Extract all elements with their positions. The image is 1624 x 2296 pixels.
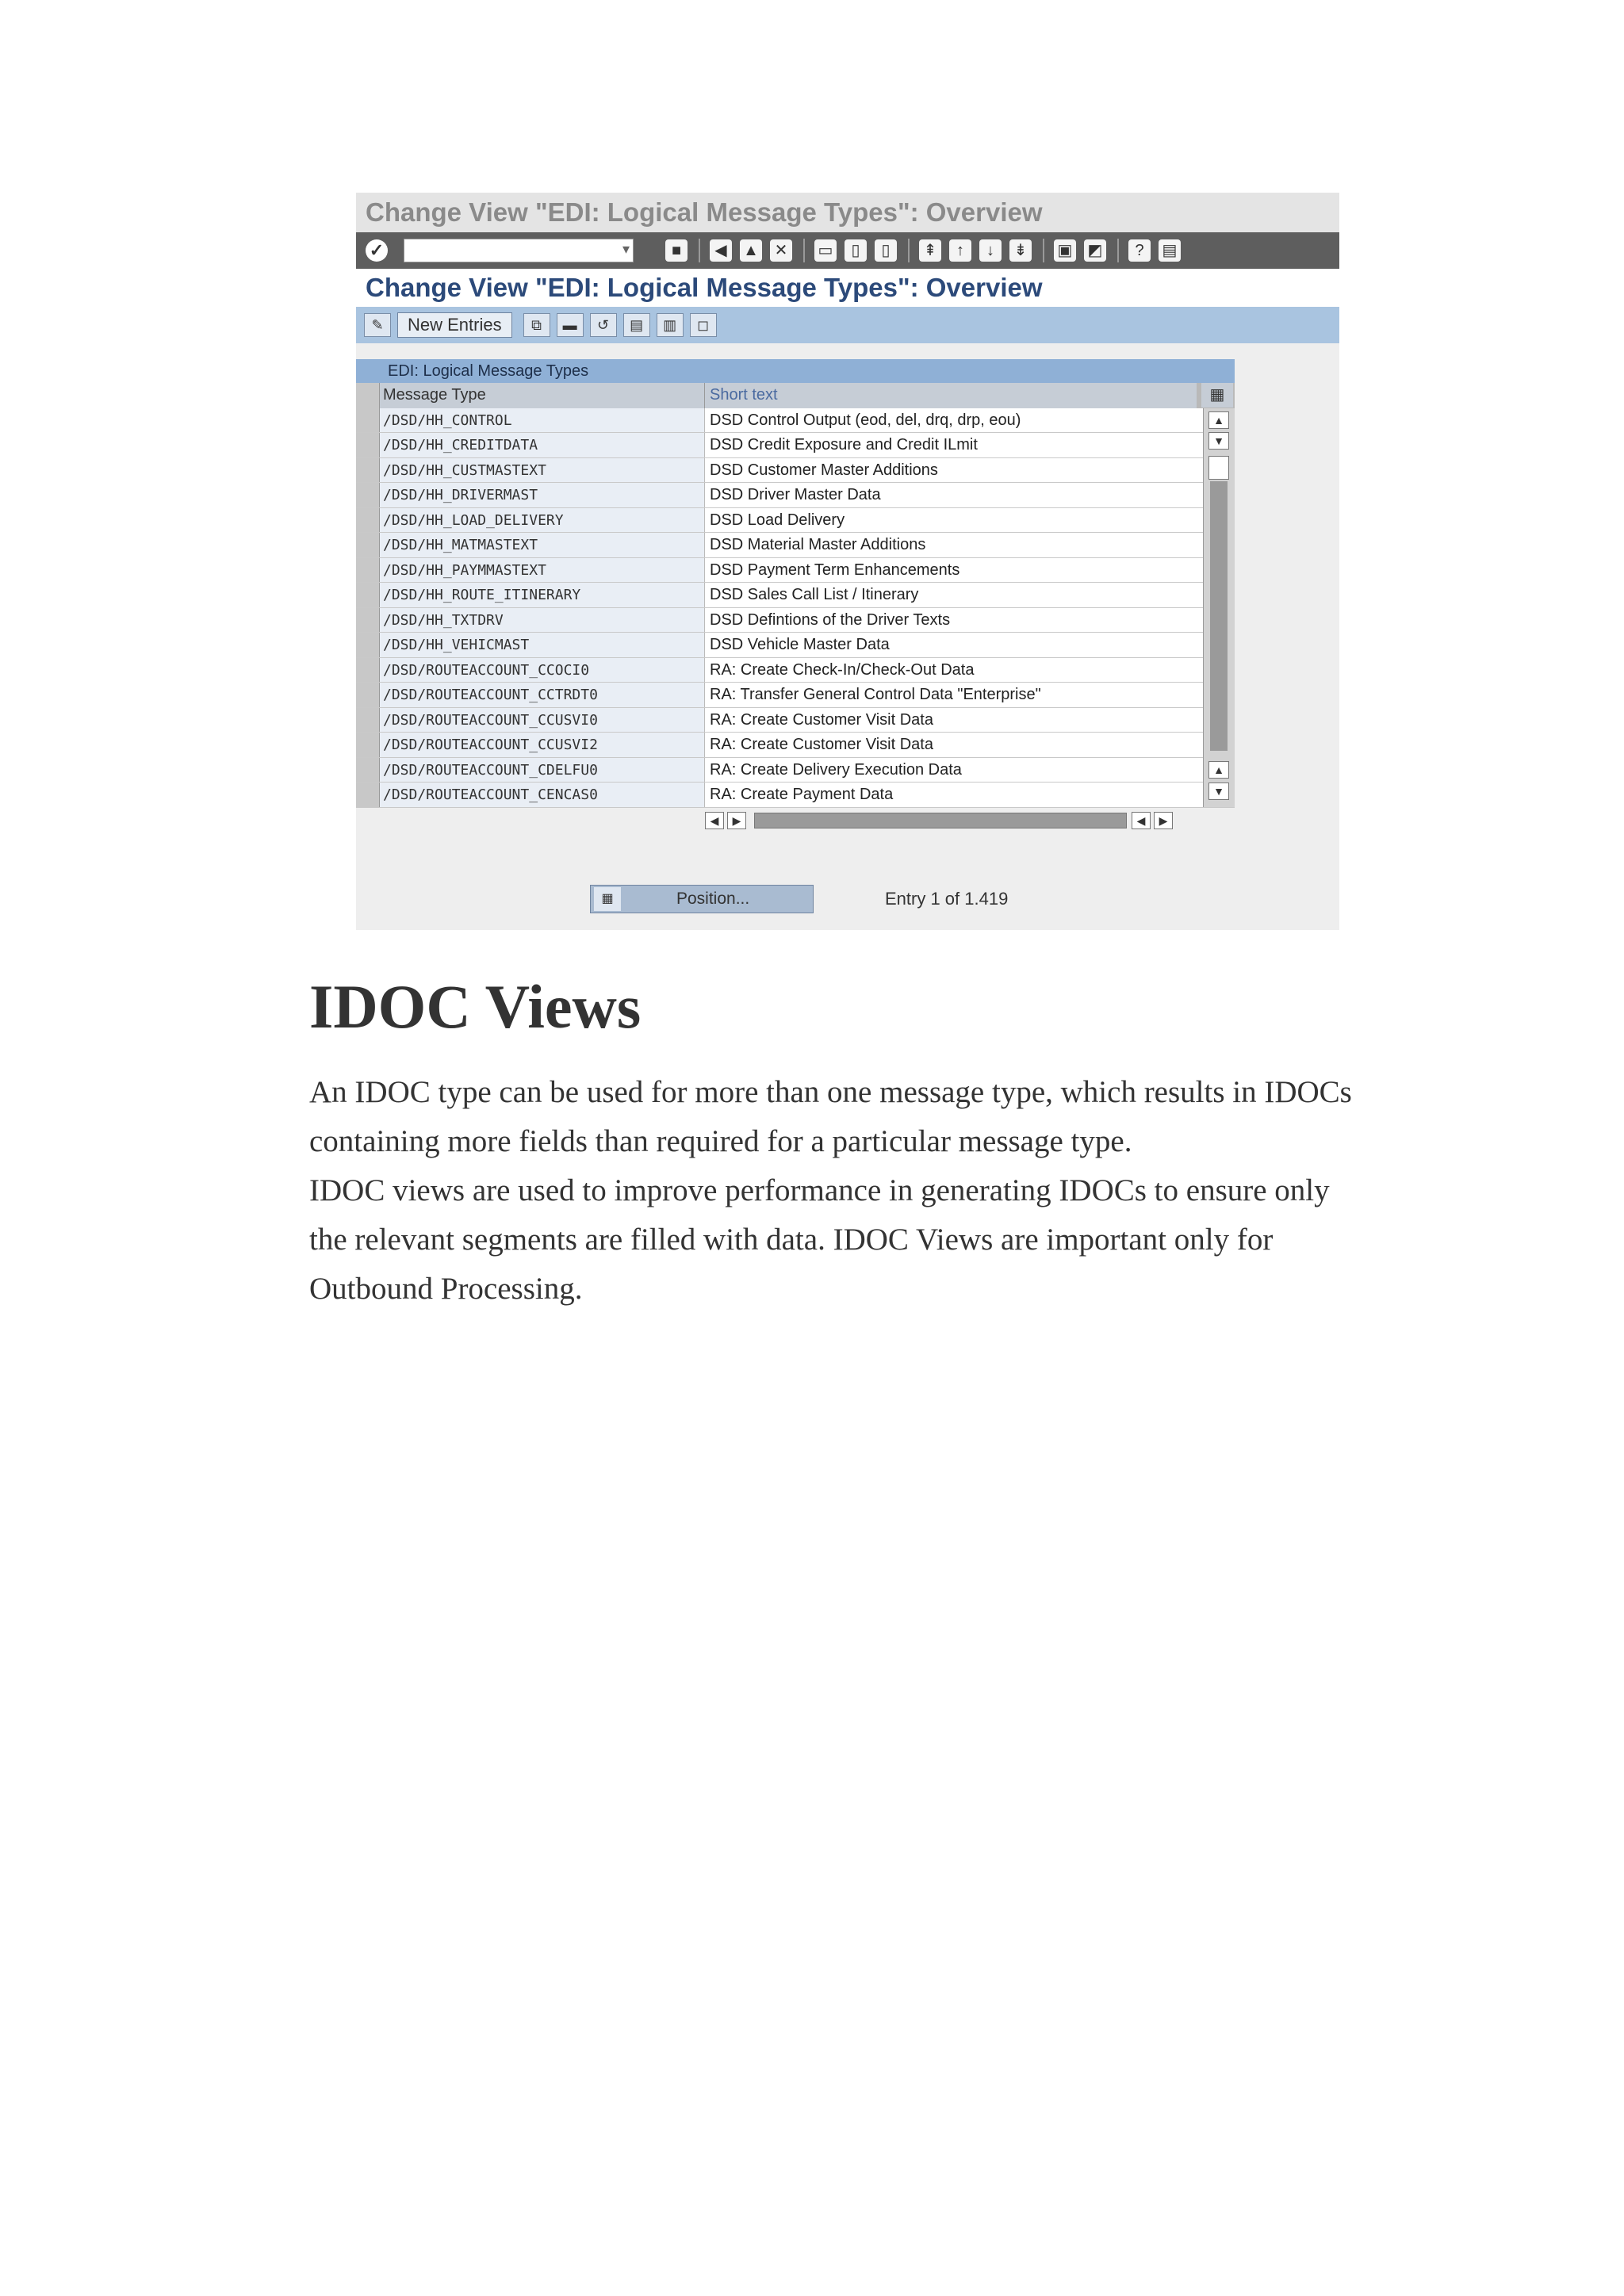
table-settings-icon[interactable]: ▦ [1201, 383, 1233, 408]
table-title: EDI: Logical Message Types [356, 359, 1235, 383]
table-row[interactable] [356, 433, 1235, 458]
message-type-cell[interactable]: /DSD/ROUTEACCOUNT_CCUSVI0 [380, 708, 705, 733]
table-footer [590, 885, 1008, 913]
copy-as-icon[interactable]: ⧉ [523, 313, 550, 337]
short-text-cell[interactable]: RA: Create Customer Visit Data [710, 736, 933, 753]
position-icon: ▦ [594, 887, 621, 911]
table-row[interactable] [356, 483, 1235, 508]
toolbar-separator [803, 239, 805, 262]
find-icon[interactable]: ▯ [845, 239, 867, 262]
row-selector[interactable] [356, 408, 380, 433]
table-row[interactable] [356, 658, 1235, 683]
dropdown-icon[interactable]: ▾ [622, 241, 630, 257]
message-type-cell[interactable]: /DSD/HH_LOAD_DELIVERY [380, 508, 705, 533]
table-row[interactable] [356, 708, 1235, 733]
select-all-icon[interactable]: ▤ [623, 313, 650, 337]
previous-page-icon[interactable]: ↑ [949, 239, 971, 262]
short-text-cell[interactable]: DSD Material Master Additions [710, 536, 926, 553]
message-type-cell[interactable]: /DSD/ROUTEACCOUNT_CCTRDT0 [380, 683, 705, 707]
table-row[interactable] [356, 733, 1235, 758]
scroll-track[interactable] [1210, 481, 1228, 751]
short-text-cell[interactable]: RA: Create Delivery Execution Data [710, 760, 962, 779]
paragraph: An IDOC type can be used for more than one message type, which results in IDOCs containing more fields than required for a particular message type. [309, 1075, 1352, 1158]
short-text-cell[interactable]: DSD Customer Master Additions [710, 461, 938, 479]
undo-change-icon[interactable]: ↺ [590, 313, 617, 337]
message-type-cell[interactable]: /DSD/HH_PAYMMASTEXT [380, 558, 705, 583]
short-text-cell[interactable]: DSD Credit Exposure and Credit ILmit [710, 436, 978, 453]
table-row[interactable] [356, 583, 1235, 608]
section-body [309, 1068, 1372, 1314]
table-row[interactable] [356, 558, 1235, 584]
scroll-left-end-icon[interactable]: ◀ [1132, 812, 1151, 829]
new-entries-button[interactable]: New Entries [397, 312, 512, 338]
next-page-icon[interactable]: ↓ [979, 239, 1002, 262]
table-row[interactable] [356, 508, 1235, 534]
standard-toolbar [356, 232, 1339, 269]
scroll-thumb[interactable] [1208, 456, 1229, 480]
table-row[interactable] [356, 533, 1235, 558]
row-selector[interactable] [356, 733, 380, 757]
message-type-cell[interactable]: /DSD/HH_TXTDRV [380, 608, 705, 633]
row-selector[interactable] [356, 583, 380, 607]
table-row[interactable] [356, 758, 1235, 783]
scroll-right-icon[interactable]: ▶ [727, 812, 746, 829]
column-header-short-text[interactable]: Short text [705, 383, 1197, 408]
table-row[interactable] [356, 633, 1235, 658]
horizontal-scrollbar[interactable] [705, 809, 1205, 832]
row-selector[interactable] [356, 458, 380, 483]
command-field[interactable] [404, 239, 634, 262]
scroll-up-icon[interactable]: ▲ [1208, 411, 1229, 429]
help-icon[interactable]: ? [1128, 239, 1151, 262]
entry-counter: Entry 1 of 1.419 [885, 889, 1009, 909]
window-title: Change View "EDI: Logical Message Types": Overview [356, 193, 1339, 232]
row-selector[interactable] [356, 758, 380, 783]
toolbar-separator [699, 239, 700, 262]
row-selector[interactable] [356, 608, 380, 633]
message-type-cell[interactable]: /DSD/HH_CUSTMASTEXT [380, 458, 705, 483]
message-type-cell[interactable]: /DSD/ROUTEACCOUNT_CENCAS0 [380, 783, 705, 807]
row-selector[interactable] [356, 483, 380, 507]
page-down-icon[interactable]: ▲ [1208, 761, 1229, 779]
shortcut-icon[interactable]: ◩ [1084, 239, 1106, 262]
toolbar-separator [1117, 239, 1119, 262]
row-selector[interactable] [356, 558, 380, 583]
row-selector[interactable] [356, 433, 380, 457]
layout-menu-icon[interactable]: ▤ [1159, 239, 1181, 262]
short-text-cell[interactable]: DSD Payment Term Enhancements [710, 561, 960, 579]
table-row[interactable] [356, 783, 1235, 808]
message-type-cell[interactable]: /DSD/HH_VEHICMAST [380, 633, 705, 657]
message-type-cell[interactable]: /DSD/HH_CONTROL [380, 408, 705, 433]
scroll-left-icon[interactable]: ◀ [705, 812, 724, 829]
exit-icon[interactable]: ▲ [740, 239, 762, 262]
delete-icon[interactable]: ▬ [557, 313, 584, 337]
position-button-label: Position... [676, 890, 750, 908]
back-icon[interactable]: ◀ [710, 239, 732, 262]
short-text-cell[interactable]: RA: Create Customer Visit Data [710, 710, 933, 729]
position-button[interactable] [590, 885, 814, 913]
row-selector[interactable] [356, 658, 380, 683]
table-row[interactable] [356, 683, 1235, 708]
scroll-down-icon[interactable]: ▼ [1208, 783, 1229, 800]
row-selector[interactable] [356, 508, 380, 533]
table-body [356, 408, 1235, 808]
deselect-all-icon[interactable]: ◻ [690, 313, 717, 337]
row-selector[interactable] [356, 783, 380, 807]
application-toolbar [356, 307, 1339, 343]
print-icon[interactable]: ▭ [814, 239, 837, 262]
new-session-icon[interactable]: ▣ [1054, 239, 1076, 262]
enter-icon[interactable]: ✓ [366, 239, 388, 262]
column-header-message-type[interactable]: Message Type [380, 383, 705, 408]
cancel-icon[interactable]: ✕ [770, 239, 792, 262]
page-up-icon[interactable]: ▼ [1208, 432, 1229, 450]
display-change-icon[interactable]: ✎ [364, 313, 391, 337]
toolbar-separator [908, 239, 910, 262]
row-selector[interactable] [356, 683, 380, 707]
message-type-cell[interactable]: /DSD/HH_ROUTE_ITINERARY [380, 583, 705, 607]
short-text-cell[interactable]: DSD Defintions of the Driver Texts [710, 610, 951, 629]
paragraph: IDOC views are used to improve performance in generating IDOCs to ensure only the relevant segments are filled with data. IDOC Views are important only for Outbound Processing. [309, 1173, 1330, 1306]
short-text-cell[interactable]: DSD Control Output (eod, del, drq, drp, eou) [710, 411, 1021, 429]
message-type-cell[interactable]: /DSD/HH_DRIVERMAST [380, 483, 705, 507]
row-selector[interactable] [356, 708, 380, 733]
vertical-scrollbar[interactable] [1203, 408, 1235, 807]
short-text-cell[interactable]: RA: Create Payment Data [710, 786, 894, 803]
table-header [356, 383, 1235, 408]
short-text-cell[interactable]: DSD Load Delivery [710, 511, 845, 529]
find-next-icon[interactable]: ▯ [875, 239, 897, 262]
scroll-right-end-icon[interactable]: ▶ [1154, 812, 1173, 829]
message-type-cell[interactable]: /DSD/ROUTEACCOUNT_CCUSVI2 [380, 733, 705, 757]
select-block-icon[interactable]: ▥ [657, 313, 684, 337]
save-icon[interactable]: ■ [665, 239, 688, 262]
sap-screenshot [356, 193, 1339, 930]
short-text-cell[interactable]: RA: Create Check-In/Check-Out Data [710, 660, 975, 679]
short-text-cell[interactable]: DSD Driver Master Data [710, 486, 881, 503]
short-text-cell[interactable]: DSD Vehicle Master Data [710, 636, 890, 653]
screen-heading: Change View "EDI: Logical Message Types": Overview [356, 269, 1339, 307]
message-type-cell[interactable]: /DSD/HH_CREDITDATA [380, 433, 705, 457]
last-page-icon[interactable]: ⇟ [1009, 239, 1032, 262]
select-all-column[interactable] [356, 383, 380, 408]
section-heading: IDOC Views [309, 972, 642, 1041]
table-row[interactable] [356, 458, 1235, 484]
short-text-cell[interactable]: RA: Transfer General Control Data "Enterprise" [710, 686, 1041, 703]
row-selector[interactable] [356, 633, 380, 657]
row-selector[interactable] [356, 533, 380, 557]
toolbar-icons [665, 239, 1189, 262]
toolbar-separator [1043, 239, 1044, 262]
message-type-cell[interactable]: /DSD/HH_MATMASTEXT [380, 533, 705, 557]
first-page-icon[interactable]: ⇞ [919, 239, 941, 262]
message-types-table [356, 359, 1235, 835]
table-row[interactable] [356, 608, 1235, 633]
horizontal-scroll-track[interactable] [754, 813, 1127, 828]
short-text-cell[interactable]: DSD Sales Call List / Itinerary [710, 586, 919, 603]
message-type-cell[interactable]: /DSD/ROUTEACCOUNT_CCOCI0 [380, 658, 705, 683]
table-row[interactable] [356, 408, 1235, 434]
message-type-cell[interactable]: /DSD/ROUTEACCOUNT_CDELFU0 [380, 758, 705, 783]
